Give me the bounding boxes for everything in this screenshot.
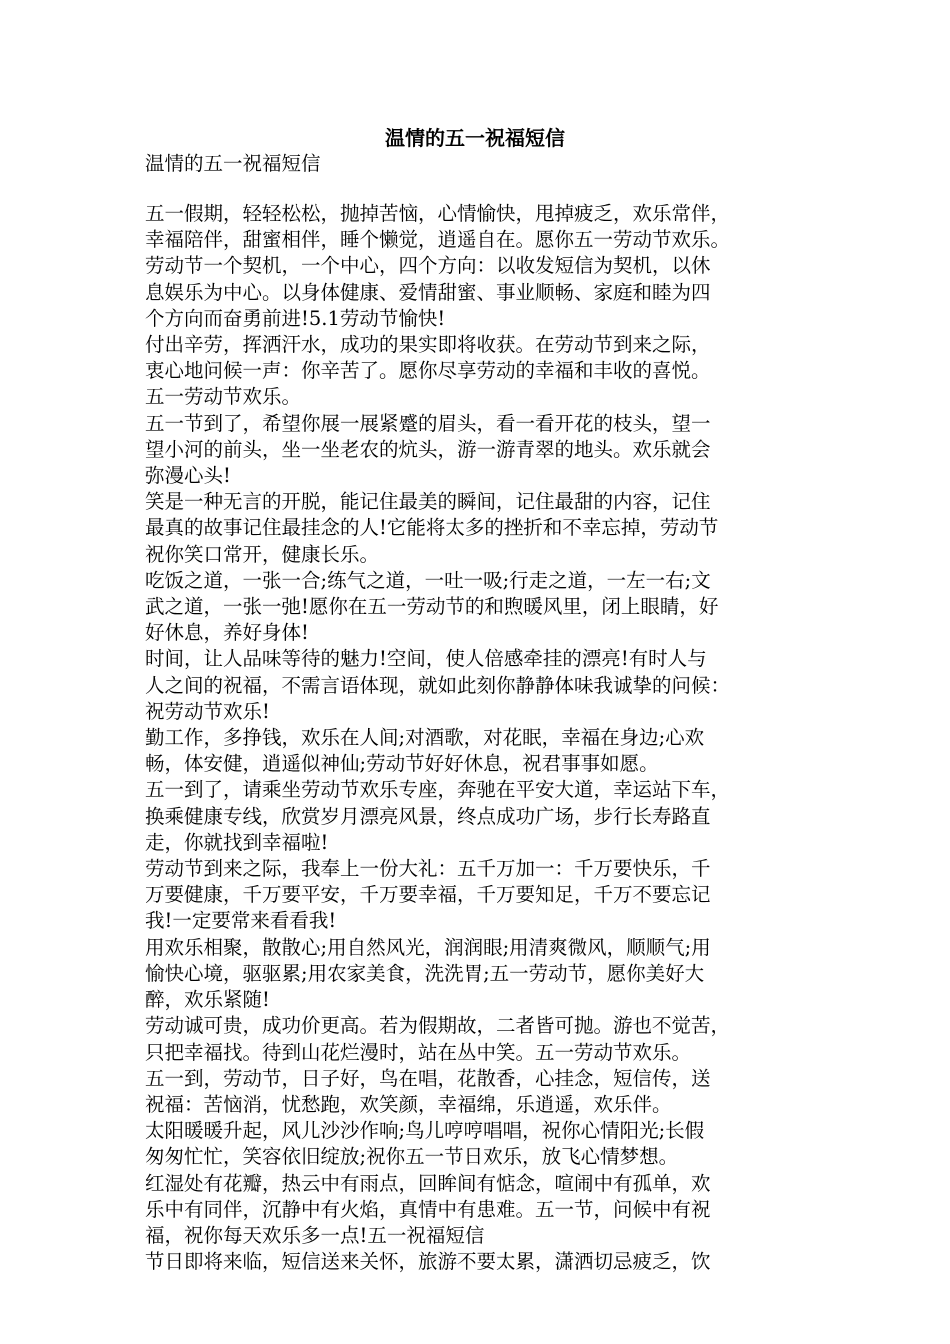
body-line: 个方向而奋勇前进!5.1劳动节愉快! [145,306,446,330]
body-line: 衷心地问候一声：你辛苦了。愿你尽享劳动的幸福和丰收的喜悦。 [145,359,711,383]
body-line: 武之道，一张一弛!愿你在五一劳动节的和煦暖风里，闭上眼睛，好 [145,595,719,619]
body-line: 五一假期，轻轻松松，抛掉苦恼，心情愉快，甩掉疲乏，欢乐常伴， [145,202,731,225]
body-line: 五一到，劳动节，日子好，鸟在唱，花散香，心挂念，短信传，送 [145,1066,711,1090]
body-line: 只把幸福找。待到山花烂漫时，站在丛中笑。五一劳动节欢乐。 [145,1040,692,1064]
body-line: 付出辛劳，挥洒汗水，成功的果实即将收获。在劳动节到来之际， [145,333,711,357]
body-line: 醉，欢乐紧随! [145,988,270,1012]
body-line: 劳动节到来之际，我奉上一份大礼：五千万加一：千万要快乐，千 [145,857,711,881]
body-line: 愉快心境，驱驱累;用农家美食，洗洗胃;五一劳动节，愿你美好大 [145,961,705,985]
body-line: 祝你笑口常开，健康长乐。 [145,542,380,566]
body-line: 劳动诚可贵，成功价更高。若为假期故，二者皆可抛。游也不觉苦， [145,1014,731,1038]
body-line: 笑是一种无言的开脱，能记住最美的瞬间，记住最甜的内容，记住 [145,490,711,514]
body-line: 祝劳动节欢乐! [145,699,270,723]
body-line: 节日即将来临，短信送来关怀，旅游不要太累，潇洒切忌疲乏，饮 [145,1250,711,1274]
body-line: 祝福：苦恼消，忧愁跑，欢笑颜，幸福绵，乐逍遥，欢乐伴。 [145,1092,672,1116]
body-line: 息娱乐为中心。以身体健康、爱情甜蜜、事业顺畅、家庭和睦为四 [145,280,711,304]
body-line: 匆匆忙忙，笑容依旧绽放;祝你五一节日欢乐，放飞心情梦想。 [145,1145,679,1169]
body-line: 人之间的祝福，不需言语体现，就如此刻你静静体味我诚挚的问候： [145,673,731,697]
document-body [145,201,810,1275]
body-line: 换乘健康专线，欣赏岁月漂亮风景，终点成功广场，步行长寿路直 [145,804,711,828]
body-line: 乐中有同伴，沉静中有火焰，真情中有患难。五一节，问候中有祝 [145,1197,711,1221]
body-line: 最真的故事记住最挂念的人!它能将太多的挫折和不幸忘掉，劳动节 [145,516,719,540]
body-line: 五一劳动节欢乐。 [145,385,302,409]
body-line: 我!一定要常来看看我! [145,909,337,933]
body-line: 幸福陪伴，甜蜜相伴，睡个懒觉，逍遥自在。愿你五一劳动节欢乐。 [145,228,731,252]
body-line: 劳动节一个契机，一个中心，四个方向：以收发短信为契机，以休 [145,254,711,278]
body-line: 五一到了，请乘坐劳动节欢乐专座，奔驰在平安大道，幸运站下车， [145,778,731,802]
body-line: 用欢乐相聚，散散心;用自然风光，润润眼;用清爽微风，顺顺气;用 [145,935,711,959]
document-title: 温情的五一祝福短信 [385,126,565,150]
body-line: 太阳暖暖升起，风儿沙沙作响;鸟儿哼哼唱唱，祝你心情阳光;长假 [145,1119,705,1143]
body-line: 弥漫心头! [145,464,231,488]
body-line: 红湿处有花瓣，热云中有雨点，回眸间有惦念，喧闹中有孤单，欢 [145,1171,711,1195]
body-line: 吃饭之道，一张一合;练气之道，一吐一吸;行走之道，一左一右;文 [145,568,711,592]
body-line: 畅，体安健，逍遥似神仙;劳动节好好休息，祝君事事如愿。 [145,752,659,776]
body-line: 时间，让人品味等待的魅力!空间，使人倍感牵挂的漂亮!有时人与 [145,647,707,671]
body-line: 五一节到了，希望你展一展紧蹙的眉头，看一看开花的枝头，望一 [145,411,711,435]
body-line: 万要健康，千万要平安，千万要幸福，千万要知足，千万不要忘记 [145,883,711,907]
body-line: 福，祝你每天欢乐多一点!五一祝福短信 [145,1223,485,1247]
body-line: 走，你就找到幸福啦! [145,830,329,854]
body-line: 勤工作，多挣钱，欢乐在人间;对酒歌，对花眠，幸福在身边;心欢 [145,726,705,750]
body-line: 好休息，养好身体! [145,621,309,645]
body-line: 望小河的前头，坐一坐老农的炕头，游一游青翠的地头。欢乐就会 [145,437,711,461]
document-subtitle: 温情的五一祝福短信 [145,152,321,175]
